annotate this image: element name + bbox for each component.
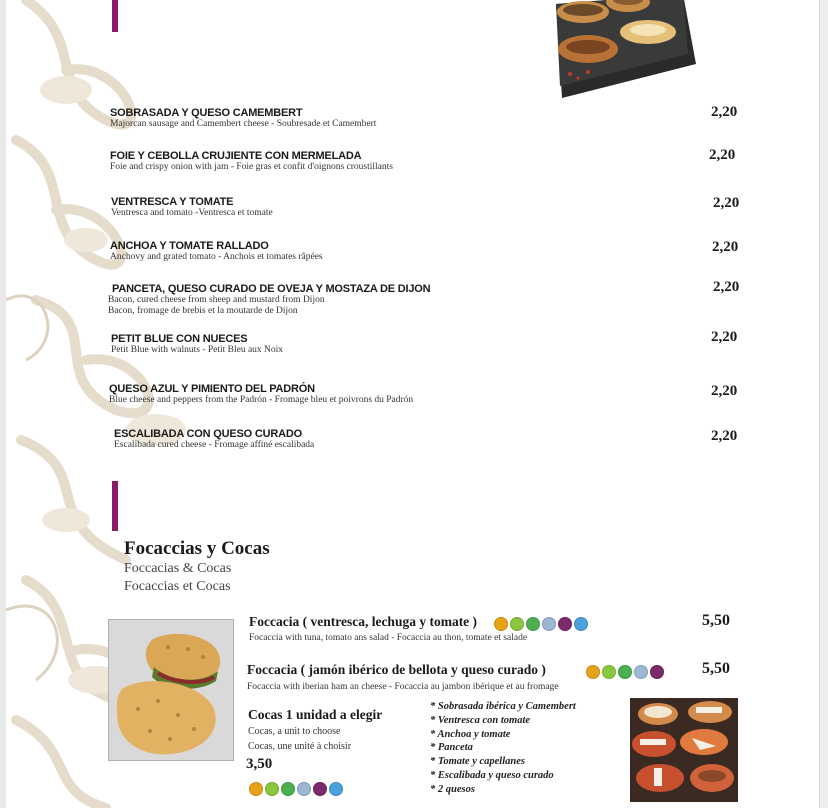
cocas-allergen-icon [281, 782, 295, 796]
item-desc: Petit Blue with walnuts - Petit Bleu aux Noix [111, 345, 284, 355]
item-name: PANCETA, QUESO CURADO DE OVEJA Y MOSTAZA DE DIJON [112, 283, 431, 295]
cocas-allergen-icon [249, 782, 263, 796]
cocas-allergen-icon [329, 782, 343, 796]
section-subtitle-en: Foccacias & Cocas [124, 561, 232, 576]
focaccia-1-allergen-icon [526, 617, 540, 631]
accent-bar-top [112, 0, 118, 32]
focaccia-2-allergens [586, 665, 664, 679]
focaccia-2-name: Foccacia ( jamón ibérico de bellota y queso curado ) [247, 662, 546, 677]
cocas-allergen-icon [297, 782, 311, 796]
cocas-fr: Cocas, une unité à choisir [248, 741, 352, 752]
photo-focaccia [108, 619, 234, 761]
item-desc: Anchovy and grated tomato - Anchois et tomates râpées [110, 252, 323, 262]
cocas-allergen-icon [265, 782, 279, 796]
item-price: 2,20 [713, 279, 740, 295]
item-name: ESCALIBADA CON QUESO CURADO [114, 428, 302, 440]
cocas-option: * Tomate y capellanes [430, 756, 525, 768]
cocas-option: * Escalibada y queso curado [430, 769, 554, 781]
item-name: PETIT BLUE CON NUECES [111, 333, 248, 345]
photo-cocas [630, 698, 738, 802]
cocas-option: * 2 quesos [430, 783, 475, 795]
item-desc: Escalibada cured cheese - Fromage affiné escalibada [114, 440, 315, 450]
item-price: 2,20 [712, 239, 739, 255]
item-name: FOIE Y CEBOLLA CRUJIENTE CON MERMELADA [110, 150, 362, 162]
item-name: QUESO AZUL Y PIMIENTO DEL PADRÓN [109, 383, 315, 395]
item-price: 2,20 [711, 329, 738, 345]
item-desc: Majorcan sausage and Camembert cheese - Soubresade et Camembert [110, 119, 377, 129]
item-desc: Foie and crispy onion with jam - Foie gras et confit d'oignons croustillants [110, 162, 393, 172]
page-edge-right [819, 0, 828, 808]
focaccia-2-allergen-icon [650, 665, 664, 679]
focaccia-1-allergens [494, 617, 588, 631]
photo-tostas [548, 0, 698, 100]
cocas-option: * Sobrasada ibérica y Camembert [430, 701, 576, 712]
focaccia-2-allergen-icon [618, 665, 632, 679]
section-title: Focaccias y Cocas [124, 538, 270, 559]
focaccia-2-price: 5,50 [702, 660, 730, 677]
cocas-option: * Ventresca con tomate [430, 714, 531, 726]
item-name: ANCHOA Y TOMATE RALLADO [110, 240, 269, 252]
cocas-options-list [430, 700, 576, 797]
section-subtitle-fr: Focaccias et Cocas [124, 579, 231, 594]
focaccia-1-allergen-icon [574, 617, 588, 631]
focaccia-2-allergen-icon [634, 665, 648, 679]
item-name: SOBRASADA Y QUESO CAMEMBERT [110, 107, 303, 119]
focaccia-1-price: 5,50 [702, 612, 730, 629]
item-desc: Blue cheese and peppers from the Padrón - Fromage bleu et poivrons du Padrón [109, 395, 414, 405]
focaccia-1-allergen-icon [494, 617, 508, 631]
cocas-price: 3,50 [246, 756, 273, 772]
item-price: 2,20 [713, 195, 740, 211]
item-price: 2,20 [709, 147, 736, 163]
item-desc: Ventresca and tomato -Ventresca et tomate [111, 208, 273, 218]
focaccia-1-allergen-icon [510, 617, 524, 631]
item-desc: Bacon, cured cheese from sheep and mustard from Dijon [108, 295, 325, 305]
focaccia-1-name: Foccacia ( ventresca, lechuga y tomate ) [249, 614, 478, 629]
item-name: VENTRESCA Y TOMATE [111, 196, 234, 208]
focaccia-2-desc: Focaccia with iberian ham an cheese - Focaccia au jambon ibérique et au fromage [247, 682, 559, 692]
item-price: 2,20 [711, 383, 738, 399]
focaccia-1-allergen-icon [558, 617, 572, 631]
focaccia-2-allergen-icon [586, 665, 600, 679]
cocas-option: * Anchoa y tomate [430, 728, 511, 740]
accent-bar-section [112, 481, 118, 531]
item-price: 2,20 [711, 104, 738, 120]
focaccia-1-desc: Focaccia with tuna, tomato ans salad - Focaccia au thon, tomate et salade [249, 633, 528, 643]
cocas-en: Cocas, a unit to choose [248, 726, 341, 737]
item-desc: Bacon, fromage de brebis et la moutarde de Dijon [108, 306, 298, 316]
focaccia-2-allergen-icon [602, 665, 616, 679]
cocas-title: Cocas 1 unidad a elegir [248, 707, 383, 722]
cocas-allergen-icon [313, 782, 327, 796]
item-price: 2,20 [711, 428, 738, 444]
cocas-allergens [249, 782, 343, 796]
focaccia-1-allergen-icon [542, 617, 556, 631]
cocas-option: * Panceta [430, 742, 473, 754]
